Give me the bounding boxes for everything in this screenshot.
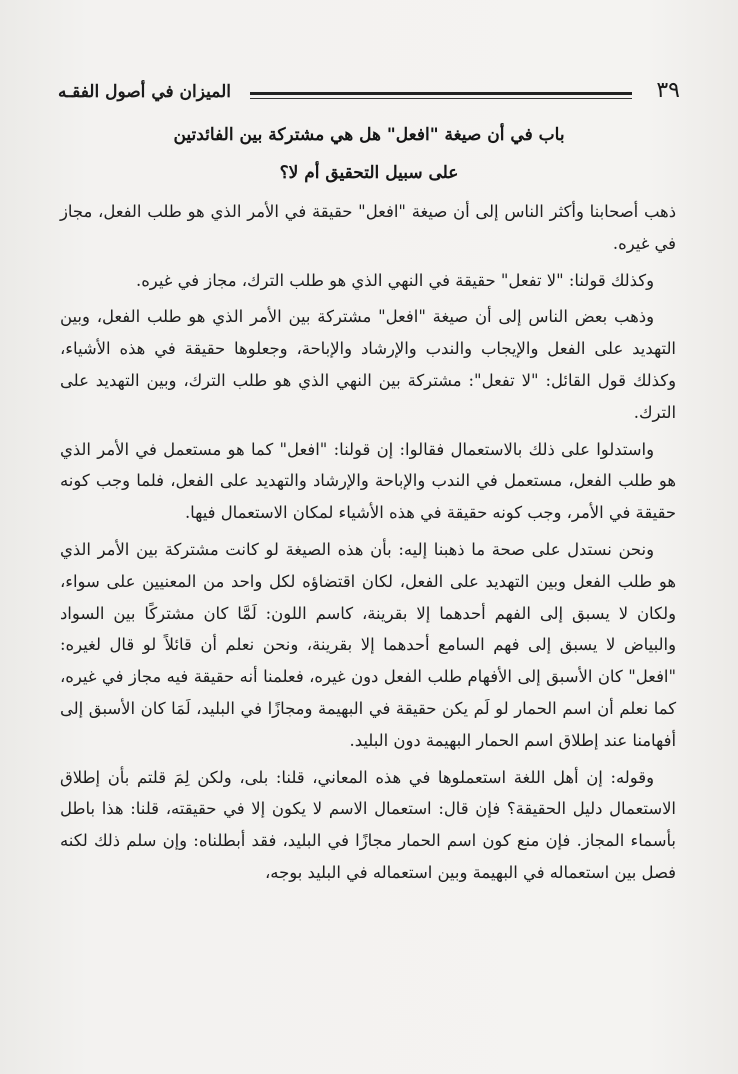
paragraph-2: وكذلك قولنا: "لا تفعل" حقيقة في النهي الذي هو طلب الترك، مجاز في غيره. <box>136 270 654 290</box>
page-header <box>58 78 680 114</box>
chapter-heading <box>60 116 678 192</box>
page-number: ٣٩ <box>656 78 680 103</box>
header-rule-thin <box>250 98 632 99</box>
paragraph-1: ذهب أصحابنا وأكثر الناس إلى أن صيغة "افعل" حقيقة في الأمر الذي هو طلب الفعل، مجاز في غيره. <box>60 202 676 253</box>
chapter-title-line-2: على سبيل التحقيق أم لا؟ <box>279 163 459 183</box>
paragraph-6: وقوله: إن أهل اللغة استعملوها في هذه المعاني، قلنا: بلى، ولكن لِمَ قلتم بأن إطلاق الاستعمال دليل الحقيقة؟ فإن قال: استعمال الاسم لا يكون إلا في حقيقته، قلنا: هذا باطل بأسماء المجاز. فإن منع كون اسم الحمار مجازًا في البليد، فقد أبطلناه: وإن سلم ذلك لكنه فصل بين استعماله في البهيمة وبين استعماله في البليد بوجه، <box>60 767 676 882</box>
paragraph-3: وذهب بعض الناس إلى أن صيغة "افعل" مشتركة بين الأمر الذي هو طلب الفعل، وبين التهديد على الفعل والإيجاب والندب والإرشاد والإباحة، وجعلوها حقيقة في هذه الأشياء، وكذلك قول القائل: "لا تفعل": مشتركة بين النهي الذي هو طلب الترك، وبين التهديد على الترك. <box>60 307 676 422</box>
paragraph-4: واستدلوا على ذلك بالاستعمال فقالوا: إن قولنا: "افعل" كما هو مستعمل في الأمر الذي هو طلب الفعل، مستعمل في الندب والإباحة والإرشاد والتهديد على الفعل، فلما وجب كونه حقيقة في الأمر، وجب كونه حقيقة في هذه الأشياء لمكان الاستعمال فيها. <box>60 439 676 523</box>
chapter-title-line-1: باب في أن صيغة "افعل" هل هي مشتركة بين الفائدتين <box>173 125 565 145</box>
body-text <box>60 196 676 894</box>
paragraph-5: ونحن نستدل على صحة ما ذهبنا إليه: بأن هذه الصيغة لو كانت مشتركة بين الأمر الذي هو طلب الفعل وبين التهديد على الفعل، لكان اقتضاؤه لكل واحد من المعنيين على سواء، ولكان لا يسبق إلى الفهم أحدهما إلا بقرينة، كاسم اللون: لَمَّا كان مشتركًا بين السواد والبياض لا يسبق إلى فهم السامع أحدهما إلا بقرينة، ونحن نعلم أن قائلاً لو قال لغيره: "افعل" كان الأسبق إلى الأفهام طلب الفعل دون غيره، فعلمنا أنه حقيقة فيه مجاز في غيره، كما نعلم أن اسم الحمار لو لَم يكن حقيقة في البهيمة ومجازًا في البليد، لَمَا كان الأسبق إلى أفهامنا عند إطلاق اسم الحمار البهيمة دون البليد. <box>60 539 676 750</box>
running-title: الميزان في أصول الفقـه <box>58 82 231 102</box>
header-rule <box>250 92 632 95</box>
